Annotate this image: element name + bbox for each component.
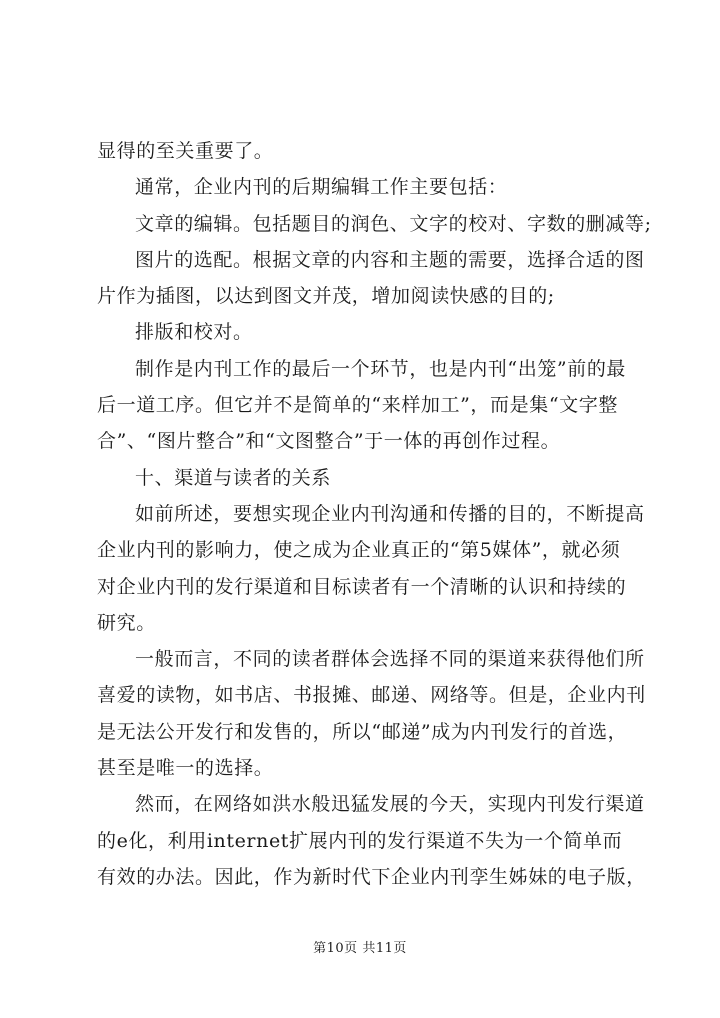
text-line: 图片的选配。根据文章的内容和主题的需要，选择合适的图 <box>135 248 645 271</box>
text-line: 文章的编辑。包括题目的润色、文字的校对、字数的删减等; <box>135 212 652 235</box>
text-line: 研究。 <box>97 611 156 634</box>
page-footer: 第10页 共11页 <box>313 941 407 956</box>
text-line: 然而，在网络如洪水般迅猛发展的今天，实现内刊发行渠道 <box>135 793 645 816</box>
text-line: 对企业内刊的发行渠道和目标读者有一个清晰的认识和持续的 <box>97 575 627 598</box>
text-line: 十、渠道与读者的关系 <box>135 466 332 489</box>
text-line: 制作是内刊工作的最后一个环节，也是内刊“出笼”前的最 <box>135 357 627 380</box>
text-line: 通常，企业内刊的后期编辑工作主要包括： <box>135 176 508 199</box>
text-line: 是无法公开发行和发售的，所以“邮递”成为内刊发行的首选， <box>97 720 628 743</box>
text-line: 有效的办法。因此，作为新时代下企业内刊孪生姊妹的电子版， <box>97 865 646 888</box>
text-line: 排版和校对。 <box>135 321 253 344</box>
text-line: 一般而言，不同的读者群体会选择不同的渠道来获得他们所 <box>135 648 645 671</box>
text-line: 企业内刊的影响力，使之成为企业真正的“第5媒体”，就必须 <box>97 539 621 562</box>
text-line: 甚至是唯一的选择。 <box>97 757 274 780</box>
text-line: 的e化，利用internet扩展内刊的发行渠道不失为一个简单而 <box>97 829 623 852</box>
text-line: 如前所述，要想实现企业内刊沟通和传播的目的，不断提高 <box>135 502 645 525</box>
text-line: 片作为插图，以达到图文并茂，增加阅读快感的目的; <box>97 285 555 308</box>
text-line: 喜爱的读物，如书店、书报摊、邮递、网络等。但是，企业内刊 <box>97 684 646 707</box>
text-line: 合”、“图片整合”和“文图整合”于一体的再创作过程。 <box>97 430 561 453</box>
text-line: 显得的至关重要了。 <box>97 140 274 162</box>
document-body <box>97 133 717 895</box>
text-line: 后一道工序。但它并不是简单的“来样加工”，而是集“文字整 <box>97 394 618 417</box>
